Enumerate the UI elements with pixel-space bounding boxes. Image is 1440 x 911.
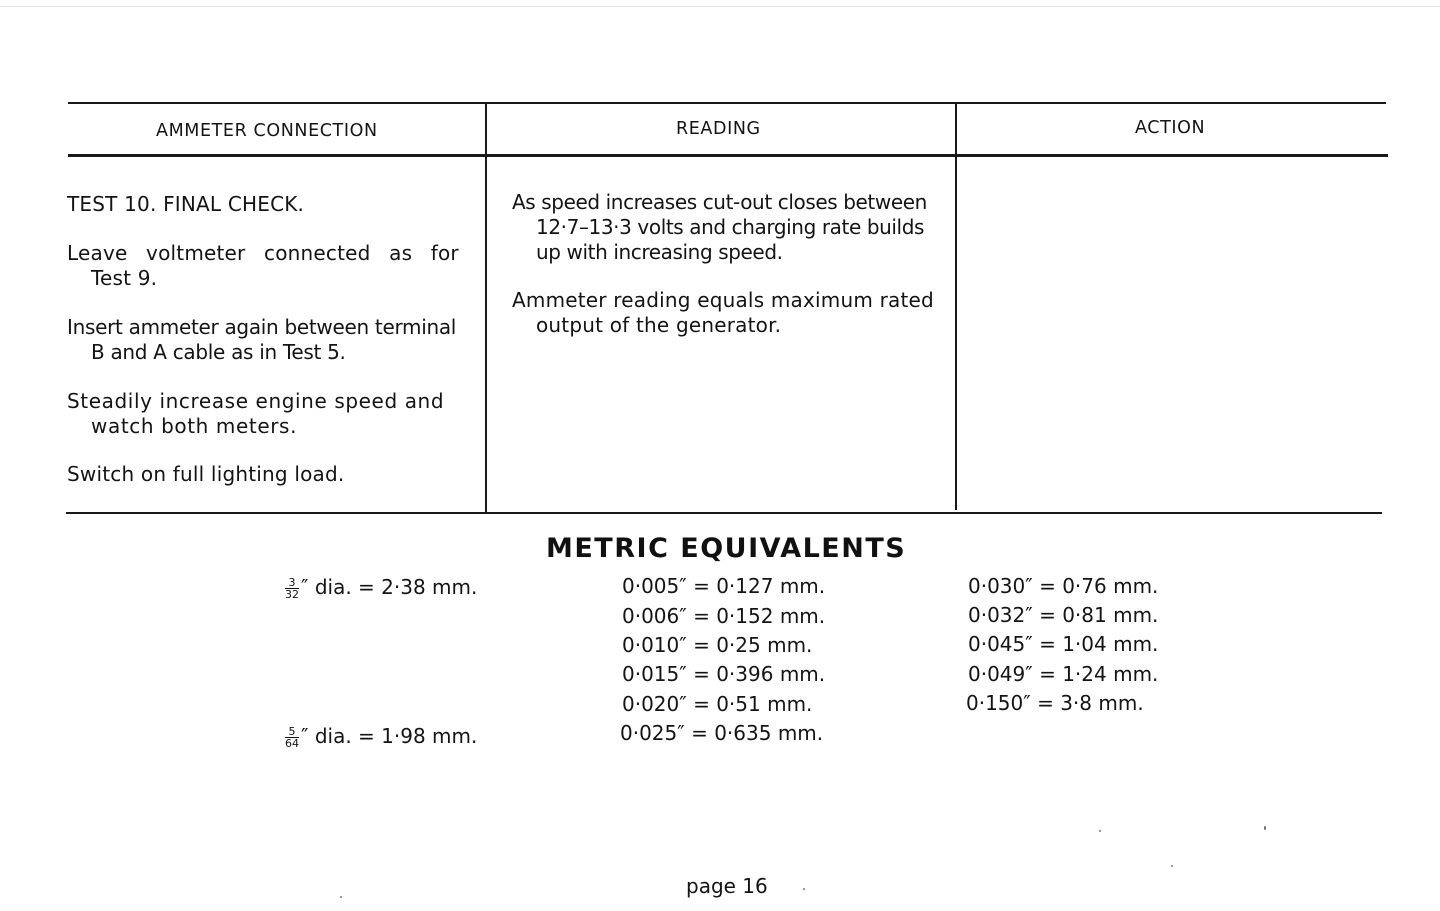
- ammeter-para-line: Insert ammeter again between terminal: [67, 315, 457, 339]
- scan-speck: [340, 896, 342, 898]
- reading-para-ammeter-max: [512, 288, 942, 338]
- table-bottom-rule: [66, 512, 1382, 514]
- column-divider-1: [485, 104, 487, 512]
- reading-para-continuation: output of the generator.: [536, 313, 782, 337]
- header-bottom-rule: [68, 154, 1388, 157]
- fraction: $\frac{5}{64}$: [285, 725, 299, 750]
- header-ammeter-connection: AMMETER CONNECTION: [156, 121, 378, 141]
- ammeter-para-continuation: watch both meters.: [91, 414, 298, 438]
- equivalent-col2-row2: 0·006″ = 0·152 mm.: [622, 604, 826, 628]
- reading-para-line: As speed increases cut-out closes between: [512, 190, 927, 214]
- fraction: $\frac{3}{32}$: [285, 576, 299, 601]
- scan-speck: [803, 888, 805, 890]
- ammeter-para-lighting-load: [67, 462, 467, 487]
- table-top-rule: [68, 102, 1386, 104]
- scan-speck: [1171, 865, 1173, 867]
- equivalent-col3-row2: 0·032″ = 0·81 mm.: [968, 603, 1159, 627]
- scan-top-edge: [0, 6, 1440, 7]
- equivalent-col2-row4: 0·015″ = 0·396 mm.: [622, 662, 826, 686]
- equivalent-col3-row3: 0·045″ = 1·04 mm.: [968, 632, 1159, 656]
- page-number: page 16: [686, 874, 768, 898]
- column-divider-2: [955, 102, 957, 510]
- reading-para-cut-out: [512, 190, 942, 265]
- ammeter-para-leave-voltmeter: [67, 241, 467, 291]
- equivalent-col2-row3: 0·010″ = 0·25 mm.: [622, 633, 813, 657]
- ammeter-para-test-title: [67, 192, 467, 217]
- equivalent-col3-row4: 0·049″ = 1·24 mm.: [968, 662, 1159, 686]
- drill-equivalent-2: [285, 724, 477, 749]
- ammeter-para-line: Leave voltmeter connected as for: [67, 241, 459, 265]
- ammeter-para-line: Switch on full lighting load.: [67, 462, 345, 486]
- ammeter-para-line: Steadily increase engine speed and: [67, 389, 445, 413]
- scan-speck: [1264, 826, 1266, 830]
- drill-equivalent-1: [285, 575, 477, 600]
- equivalent-col2-row5: 0·020″ = 0·51 mm.: [622, 692, 813, 716]
- action-cell: [960, 160, 1380, 510]
- scan-speck: [1099, 830, 1101, 832]
- equivalent-col2-row1: 0·005″ = 0·127 mm.: [622, 574, 826, 598]
- drill-equivalent-text: ″ dia. = 2·38 mm.: [301, 575, 478, 599]
- reading-para-continuation: up with increasing speed.: [536, 240, 783, 264]
- ammeter-para-continuation: B and A cable as in Test 5.: [91, 340, 346, 364]
- header-reading: READING: [676, 119, 761, 139]
- ammeter-para-line: TEST 10. FINAL CHECK.: [67, 192, 305, 216]
- reading-para-line: Ammeter reading equals maximum rated: [512, 288, 934, 312]
- drill-equivalent-text: ″ dia. = 1·98 mm.: [301, 724, 478, 748]
- equivalent-col3-row5: 0·150″ = 3·8 mm.: [966, 691, 1144, 715]
- header-action: ACTION: [1135, 118, 1206, 138]
- metric-equivalents-title: METRIC EQUIVALENTS: [546, 533, 907, 564]
- equivalent-col2-row6: 0·025″ = 0·635 mm.: [620, 721, 824, 745]
- reading-para-continuation: 12·7–13·3 volts and charging rate builds: [536, 215, 925, 239]
- equivalent-col3-row1: 0·030″ = 0·76 mm.: [968, 574, 1159, 598]
- ammeter-para-insert-ammeter: [67, 315, 477, 365]
- ammeter-para-continuation: Test 9.: [91, 266, 158, 290]
- ammeter-para-increase-speed: [67, 389, 467, 439]
